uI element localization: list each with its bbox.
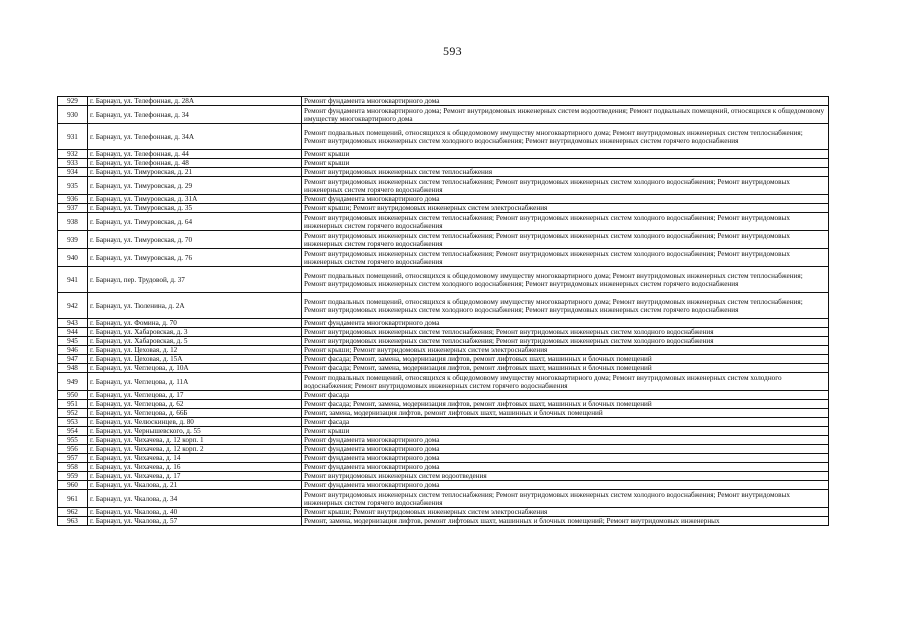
row-number-cell: 951 [58,400,88,409]
works-cell: Ремонт фундамента многоквартирного дома [302,319,829,328]
works-cell: Ремонт крыши [302,427,829,436]
address-cell: г. Барнаул, ул. Цеховая, д. 15А [88,355,302,364]
address-cell: г. Барнаул, ул. Чихачева, д. 12 корп. 2 [88,445,302,454]
address-cell: г. Барнаул, ул. Чкалова, д. 21 [88,481,302,490]
row-number-cell: 952 [58,409,88,418]
row-number-cell: 957 [58,454,88,463]
works-cell: Ремонт внутридомовых инженерных систем теплоснабжения; Ремонт внутридомовых инженерных систем холодного водоснабжения; Ремонт внутридомовых инженерных систем горячего водоснабжения [302,249,829,267]
works-cell: Ремонт внутридомовых инженерных систем водоотведения [302,472,829,481]
address-cell: г. Барнаул, ул. Тимуровская, д. 31А [88,195,302,204]
works-cell: Ремонт внутридомовых инженерных систем теплоснабжения; Ремонт внутридомовых инженерных систем холодного водоснабжения; Ремонт внутридомовых инженерных систем горячего водоснабжения [302,213,829,231]
works-cell: Ремонт фундамента многоквартирного дома [302,195,829,204]
table-row [58,373,829,391]
table-row [58,391,829,400]
row-number-cell: 962 [58,508,88,517]
address-cell: г. Барнаул, ул. Чеглецова, д. 11А [88,373,302,391]
table-row [58,454,829,463]
row-number-cell: 940 [58,249,88,267]
address-cell: г. Барнаул, ул. Тимуровская, д. 70 [88,231,302,249]
row-number-cell: 938 [58,213,88,231]
table-row [58,124,829,150]
works-cell: Ремонт фасада [302,391,829,400]
table-row [58,249,829,267]
row-number-cell: 929 [58,97,88,106]
address-cell: г. Барнаул, ул. Чкалова, д. 57 [88,517,302,526]
row-number-cell: 945 [58,337,88,346]
address-cell: г. Барнаул, ул. Хабаровская, д. 3 [88,328,302,337]
works-cell: Ремонт фундамента многоквартирного дома [302,454,829,463]
works-cell: Ремонт крыши; Ремонт внутридомовых инженерных систем электроснабжения [302,346,829,355]
address-cell: г. Барнаул, ул. Чеглецова, д. 66Б [88,409,302,418]
address-cell: г. Барнаул, ул. Челюскинцев, д. 80 [88,418,302,427]
table-row [58,481,829,490]
works-cell: Ремонт крыши; Ремонт внутридомовых инженерных систем электроснабжения [302,508,829,517]
table-row [58,213,829,231]
row-number-cell: 939 [58,231,88,249]
address-cell: г. Барнаул, ул. Чеглецова, д. 62 [88,400,302,409]
table-row [58,418,829,427]
works-cell: Ремонт фасада; Ремонт, замена, модернизация лифтов, ремонт лифтовых шахт, машинных и блочных помещений [302,400,829,409]
row-number-cell: 953 [58,418,88,427]
table-row [58,204,829,213]
address-cell: г. Барнаул, ул. Тимуровская, д. 35 [88,204,302,213]
address-cell: г. Барнаул, ул. Тимуровская, д. 29 [88,177,302,195]
table-row [58,355,829,364]
table-row [58,328,829,337]
table-row [58,150,829,159]
address-cell: г. Барнаул, ул. Тюленина, д. 2А [88,293,302,319]
works-cell: Ремонт внутридомовых инженерных систем теплоснабжения; Ремонт внутридомовых инженерных систем холодного водоснабжения [302,337,829,346]
works-cell: Ремонт крыши; Ремонт внутридомовых инженерных систем электроснабжения [302,204,829,213]
works-cell: Ремонт фундамента многоквартирного дома [302,97,829,106]
address-cell: г. Барнаул, ул. Телефонная, д. 44 [88,150,302,159]
address-cell: г. Барнаул, ул. Фомина, д. 70 [88,319,302,328]
table-row [58,346,829,355]
address-cell: г. Барнаул, ул. Чкалова, д. 34 [88,490,302,508]
address-cell: г. Барнаул, ул. Чкалова, д. 40 [88,508,302,517]
works-cell: Ремонт подвальных помещений, относящихся к общедомовому имуществу многоквартирного дома; Ремонт внутридомовых инженерных систем холодного водоснабжения; Ремонт внутридомовых инженерных систем горячего водоснабжения [302,373,829,391]
row-number-cell: 943 [58,319,88,328]
works-cell: Ремонт подвальных помещений, относящихся к общедомовому имуществу многоквартирного дома; Ремонт внутридомовых инженерных систем теплоснабжения; Ремонт внутридомовых инженерных систем холодного водоснабжения; Ремонт внутридомовых инженерных систем горячего водоснабжения [302,267,829,293]
row-number-cell: 933 [58,159,88,168]
table-row [58,508,829,517]
row-number-cell: 950 [58,391,88,400]
address-cell: г. Барнаул, ул. Хабаровская, д. 5 [88,337,302,346]
works-cell: Ремонт фасада; Ремонт, замена, модернизация лифтов, ремонт лифтовых шахт, машинных и блочных помещений [302,364,829,373]
table-row [58,159,829,168]
works-cell: Ремонт фасада; Ремонт, замена, модернизация лифтов, ремонт лифтовых шахт, машинных и блочных помещений [302,355,829,364]
address-cell: г. Барнаул, ул. Чернышевского, д. 55 [88,427,302,436]
works-cell: Ремонт внутридомовых инженерных систем теплоснабжения; Ремонт внутридомовых инженерных систем холодного водоснабжения; Ремонт внутридомовых инженерных систем горячего водоснабжения [302,231,829,249]
works-cell: Ремонт внутридомовых инженерных систем теплоснабжения; Ремонт внутридомовых инженерных систем холодного водоснабжения; Ремонт внутридомовых инженерных систем горячего водоснабжения [302,177,829,195]
works-cell: Ремонт фундамента многоквартирного дома [302,445,829,454]
table-row [58,177,829,195]
row-number-cell: 944 [58,328,88,337]
works-cell: Ремонт фасада [302,418,829,427]
row-number-cell: 936 [58,195,88,204]
row-number-cell: 956 [58,445,88,454]
row-number-cell: 931 [58,124,88,150]
address-cell: г. Барнаул, ул. Тимуровская, д. 64 [88,213,302,231]
table-row [58,427,829,436]
table-row [58,517,829,526]
table-row [58,195,829,204]
works-cell: Ремонт фундамента многоквартирного дома [302,436,829,445]
table-row [58,168,829,177]
works-cell: Ремонт, замена, модернизация лифтов, ремонт лифтовых шахт, машинных и блочных помещений [302,409,829,418]
table-row [58,463,829,472]
row-number-cell: 934 [58,168,88,177]
table-row [58,293,829,319]
works-cell: Ремонт крыши [302,159,829,168]
address-cell: г. Барнаул, ул. Телефонная, д. 28А [88,97,302,106]
table-row [58,267,829,293]
row-number-cell: 947 [58,355,88,364]
table-row [58,445,829,454]
table-row [58,400,829,409]
row-number-cell: 946 [58,346,88,355]
address-cell: г. Барнаул, ул. Чихачева, д. 14 [88,454,302,463]
row-number-cell: 959 [58,472,88,481]
row-number-cell: 942 [58,293,88,319]
row-number-cell: 958 [58,463,88,472]
row-number-cell: 949 [58,373,88,391]
address-cell: г. Барнаул, ул. Телефонная, д. 34 [88,106,302,124]
row-number-cell: 954 [58,427,88,436]
row-number-cell: 930 [58,106,88,124]
repair-registry-table [57,96,829,526]
row-number-cell: 935 [58,177,88,195]
works-cell: Ремонт подвальных помещений, относящихся к общедомовому имуществу многоквартирного дома; Ремонт внутридомовых инженерных систем теплоснабжения; Ремонт внутридомовых инженерных систем холодного водоснабжения; Ремонт внутридомовых инженерных систем горячего водоснабжения [302,293,829,319]
table-row [58,409,829,418]
address-cell: г. Барнаул, ул. Цеховая, д. 12 [88,346,302,355]
table-row [58,472,829,481]
row-number-cell: 937 [58,204,88,213]
works-cell: Ремонт, замена, модернизация лифтов, ремонт лифтовых шахт, машинных и блочных помещений; Ремонт внутридомовых инженерных [302,517,829,526]
table-row [58,106,829,124]
row-number-cell: 941 [58,267,88,293]
table-row [58,436,829,445]
table-row [58,319,829,328]
row-number-cell: 963 [58,517,88,526]
address-cell: г. Барнаул, ул. Тимуровская, д. 76 [88,249,302,267]
address-cell: г. Барнаул, пер. Трудовой, д. 37 [88,267,302,293]
address-cell: г. Барнаул, ул. Чеглецова, д. 10А [88,364,302,373]
table-row [58,231,829,249]
row-number-cell: 932 [58,150,88,159]
table-row [58,490,829,508]
works-cell: Ремонт фундамента многоквартирного дома [302,481,829,490]
address-cell: г. Барнаул, ул. Телефонная, д. 48 [88,159,302,168]
registry-body [58,97,829,526]
address-cell: г. Барнаул, ул. Чихачева, д. 12 корп. 1 [88,436,302,445]
works-cell: Ремонт фундамента многоквартирного дома; Ремонт внутридомовых инженерных систем водоотведения; Ремонт подвальных помещений, относящихся к общедомовому имуществу многоквартирного дома [302,106,829,124]
works-cell: Ремонт крыши [302,150,829,159]
page-number: 593 [443,44,462,58]
table-row [58,337,829,346]
works-cell: Ремонт внутридомовых инженерных систем теплоснабжения; Ремонт внутридомовых инженерных систем холодного водоснабжения; Ремонт внутридомовых инженерных систем горячего водоснабжения [302,490,829,508]
address-cell: г. Барнаул, ул. Чихачева, д. 16 [88,463,302,472]
works-cell: Ремонт фундамента многоквартирного дома [302,463,829,472]
works-cell: Ремонт подвальных помещений, относящихся к общедомовому имуществу многоквартирного дома; Ремонт внутридомовых инженерных систем теплоснабжения; Ремонт внутридомовых инженерных систем холодного водоснабжения; Ремонт внутридомовых инженерных систем горячего водоснабжения [302,124,829,150]
works-cell: Ремонт внутридомовых инженерных систем теплоснабжения [302,168,829,177]
row-number-cell: 960 [58,481,88,490]
table-row [58,97,829,106]
address-cell: г. Барнаул, ул. Чеглецова, д. 17 [88,391,302,400]
works-cell: Ремонт внутридомовых инженерных систем теплоснабжения; Ремонт внутридомовых инженерных систем холодного водоснабжения [302,328,829,337]
table-row [58,364,829,373]
row-number-cell: 948 [58,364,88,373]
address-cell: г. Барнаул, ул. Телефонная, д. 34А [88,124,302,150]
address-cell: г. Барнаул, ул. Чихачева, д. 17 [88,472,302,481]
row-number-cell: 955 [58,436,88,445]
row-number-cell: 961 [58,490,88,508]
address-cell: г. Барнаул, ул. Тимуровская, д. 21 [88,168,302,177]
